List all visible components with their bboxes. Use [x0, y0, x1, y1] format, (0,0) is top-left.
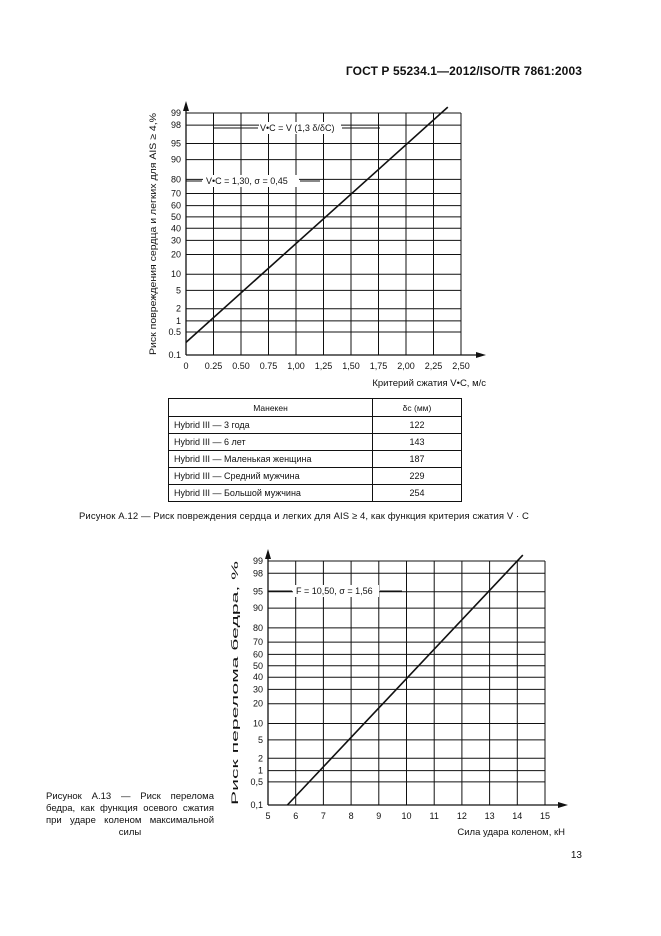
y-tick-label: 40 [170, 223, 181, 234]
table-cell-delta: 229 [373, 468, 462, 485]
y-tick-label: 80 [170, 174, 181, 185]
y-tick-label: 60 [170, 200, 181, 211]
x-tick-label: 8 [348, 811, 354, 821]
figure-a13-caption: Рисунок А.13 — Риск перелома бедра, как функция осевого сжатия при ударе коленом максимальной силы [46, 791, 214, 838]
y-tick-label: 10 [170, 269, 181, 280]
x-tick-label: 1,25 [314, 361, 333, 371]
y-tick-label: 99 [170, 108, 181, 118]
table-cell-delta: 187 [373, 451, 462, 468]
x-tick-label: 6 [293, 811, 299, 821]
x-tick-label: 15 [539, 811, 551, 821]
x-tick-label: 1,50 [342, 361, 360, 371]
table-cell-dummy: Hybrid III — Средний мужчина [169, 468, 373, 485]
y-tick-label: 0,1 [250, 800, 263, 810]
chart-annotation: V•C = V (1,3 δ/δC) [260, 123, 335, 133]
figure-a12-caption: Рисунок А.12 — Риск повреждения сердца и легких для AIS ≥ 4, как функция критерия сжатия V · C [79, 511, 530, 522]
table-cell-dummy: Hybrid III — Большой мужчина [169, 485, 373, 502]
y-tick-label: 20 [170, 249, 181, 260]
table-cell-dummy: Hybrid III — 3 года [169, 417, 373, 434]
y-tick-label: 50 [252, 660, 263, 671]
y-tick-label: 0.1 [168, 350, 181, 360]
y-tick-label: 2 [257, 753, 263, 764]
x-tick-label: 0.75 [259, 361, 278, 371]
y-tick-label: 90 [252, 603, 263, 614]
table-cell-dummy: Hybrid III — 6 лет [169, 434, 373, 451]
table-row [169, 417, 462, 434]
chart-annotation: F = 10,50, σ = 1,56 [296, 586, 373, 596]
risk-curve [186, 107, 448, 342]
y-axis-arrow [265, 549, 271, 559]
y-tick-label: 50 [170, 211, 181, 222]
table-cell-dummy: Hybrid III — Маленькая женщина [169, 451, 373, 468]
chart-annotation: V•C = 1,30, σ = 0,45 [206, 176, 288, 186]
x-tick-label: 2,50 [452, 361, 470, 371]
x-tick-label: 2,25 [424, 361, 443, 371]
y-tick-label: 60 [252, 649, 263, 660]
y-tick-label: 80 [252, 622, 263, 633]
x-tick-label: 14 [512, 811, 523, 821]
x-tick-label: 0 [183, 361, 189, 371]
y-tick-label: 70 [170, 188, 181, 199]
table-row [169, 468, 462, 485]
y-tick-label: 1 [175, 315, 181, 326]
x-tick-label: 1,75 [369, 361, 388, 371]
table-cell-delta: 254 [373, 485, 462, 502]
dummy-table [168, 398, 462, 502]
y-tick-label: 98 [252, 568, 263, 579]
y-tick-label: 95 [252, 586, 263, 597]
table-header-delta: δc (мм) [373, 399, 462, 417]
x-tick-label: 5 [265, 811, 271, 821]
x-tick-label: 1,00 [287, 361, 305, 371]
y-tick-label: 1 [257, 765, 263, 776]
page-number: 13 [570, 850, 582, 861]
x-tick-label: 0.50 [232, 361, 250, 371]
y-tick-label: 5 [175, 285, 181, 296]
x-tick-label: 12 [456, 811, 467, 821]
table-header-dummy: Манекен [169, 399, 373, 417]
y-tick-label: 5 [257, 734, 263, 745]
y-tick-label: 0.5 [168, 327, 181, 338]
table-cell-delta: 143 [373, 434, 462, 451]
x-axis-arrow [476, 352, 486, 358]
y-axis-label: Риск перелома бедра, % [230, 695, 241, 805]
y-tick-label: 2 [175, 303, 181, 314]
x-tick-label: 11 [429, 811, 439, 821]
x-tick-label: 10 [401, 811, 412, 821]
table-row [169, 485, 462, 502]
y-tick-label: 20 [252, 698, 263, 709]
y-axis-arrow [183, 101, 189, 111]
x-axis-label: Критерий сжатия V•C, м/с [372, 378, 486, 389]
y-tick-label: 10 [252, 718, 263, 729]
x-tick-label: 13 [484, 811, 495, 821]
y-tick-label: 99 [252, 556, 263, 566]
x-tick-label: 0.25 [204, 361, 223, 371]
y-axis-label: Риск повреждения сердца и легких для AIS ≥ 4,% [148, 136, 159, 355]
y-tick-label: 30 [252, 684, 263, 695]
x-axis-arrow [558, 802, 568, 808]
table-row [169, 451, 462, 468]
x-tick-label: 2,00 [397, 361, 415, 371]
document-header: ГОСТ Р 55234.1—2012/ISO/TR 7861:2003 [345, 64, 582, 78]
y-tick-label: 30 [170, 235, 181, 246]
y-tick-label: 40 [252, 672, 263, 683]
x-tick-label: 9 [376, 811, 382, 821]
table-cell-delta: 122 [373, 417, 462, 434]
table-row [169, 434, 462, 451]
x-tick-label: 7 [320, 811, 326, 821]
y-tick-label: 70 [252, 637, 263, 648]
x-axis-label: Сила удара коленом, кН [457, 827, 565, 838]
y-tick-label: 90 [170, 154, 181, 165]
y-tick-label: 0,5 [250, 776, 263, 787]
y-tick-label: 98 [170, 120, 181, 131]
y-tick-label: 95 [170, 138, 181, 149]
